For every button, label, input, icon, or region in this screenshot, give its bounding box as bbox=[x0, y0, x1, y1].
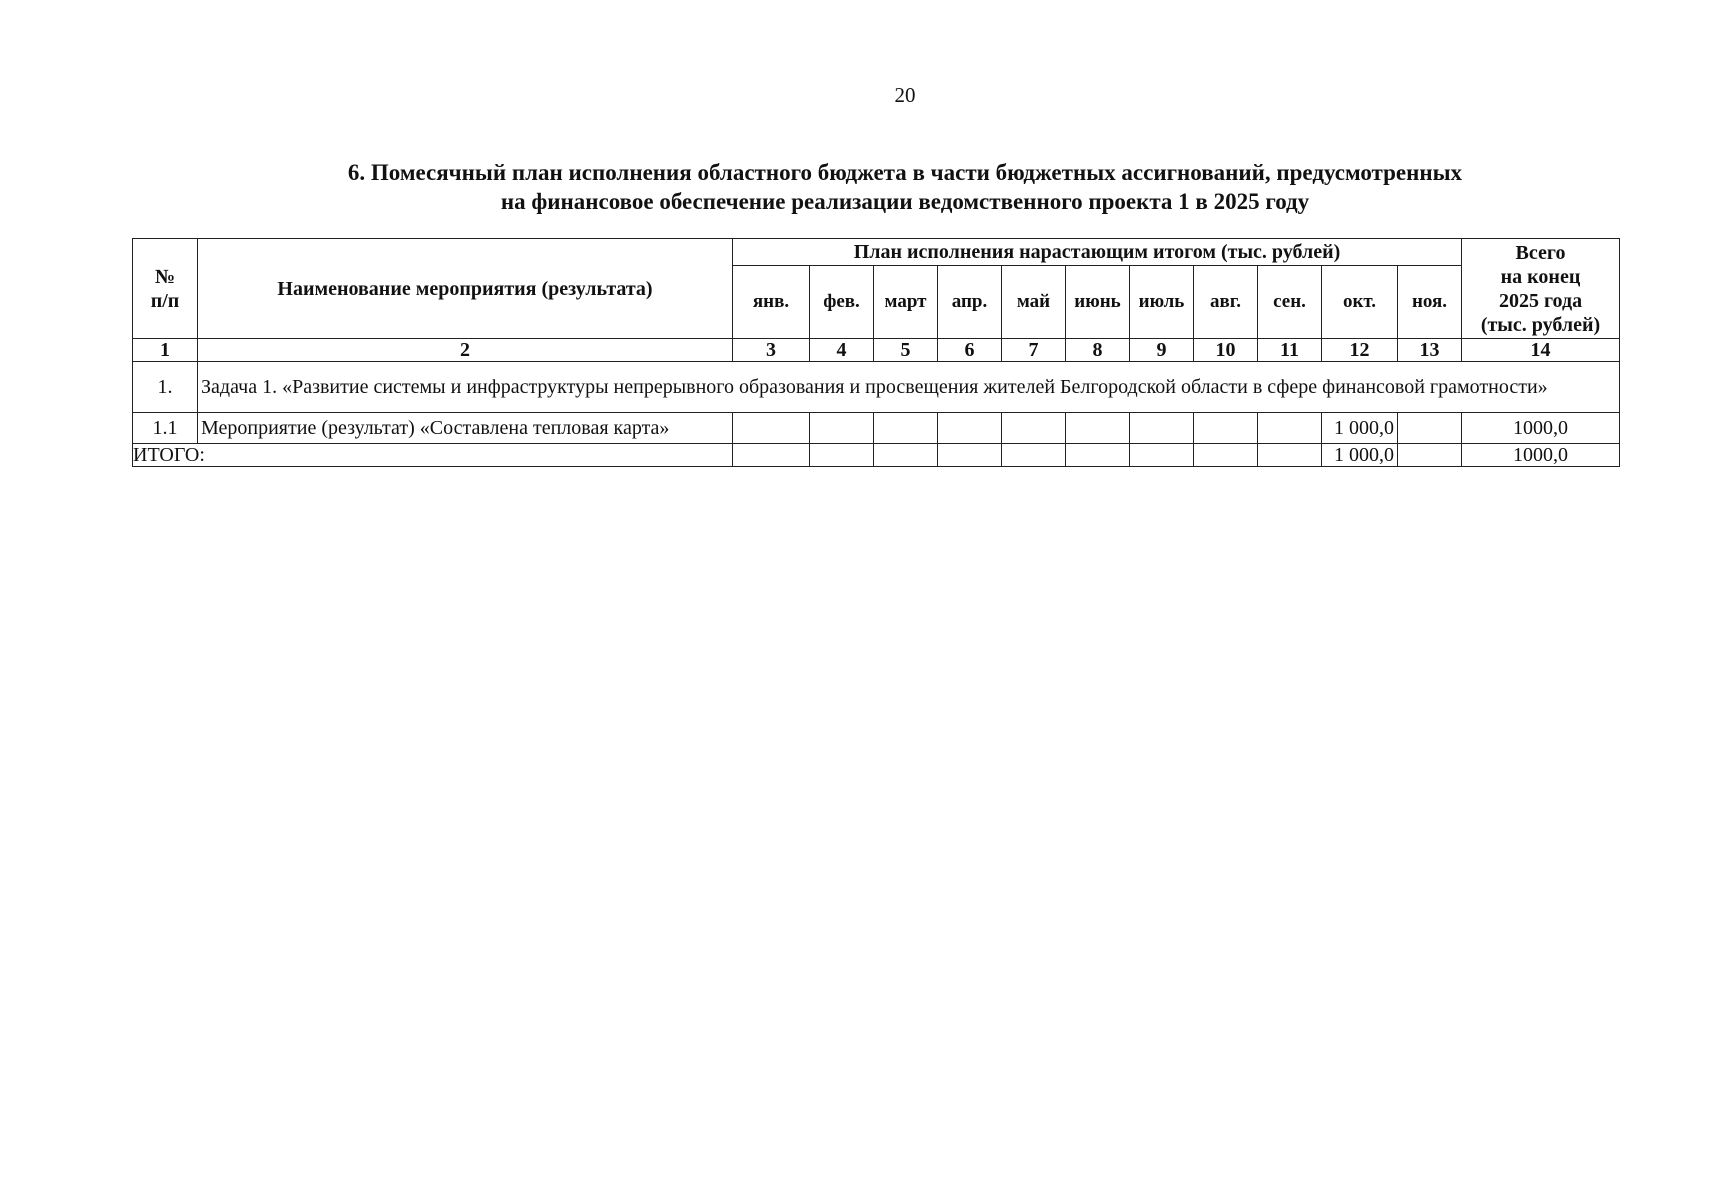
header-month-apr: апр. bbox=[938, 266, 1002, 339]
grand-total-row bbox=[133, 444, 1620, 467]
header-total-line-3: 2025 года bbox=[1498, 289, 1583, 312]
column-number: 14 bbox=[1462, 339, 1620, 362]
item-month-sep bbox=[1258, 413, 1322, 444]
table-row bbox=[133, 413, 1620, 444]
total-month-mar bbox=[874, 444, 938, 467]
header-total-cell bbox=[1462, 239, 1620, 339]
header-month-nov: ноя. bbox=[1398, 266, 1462, 339]
column-number: 9 bbox=[1130, 339, 1194, 362]
grand-total-label: ИТОГО: bbox=[133, 444, 733, 467]
item-month-nov bbox=[1398, 413, 1462, 444]
column-number: 3 bbox=[733, 339, 810, 362]
item-month-mar bbox=[874, 413, 938, 444]
total-month-apr bbox=[938, 444, 1002, 467]
column-number-row bbox=[133, 339, 1620, 362]
header-month-mar: март bbox=[874, 266, 938, 339]
column-number: 8 bbox=[1066, 339, 1130, 362]
header-number-symbol: № bbox=[154, 265, 176, 288]
header-month-jun: июнь bbox=[1066, 266, 1130, 339]
header-month-jan: янв. bbox=[733, 266, 810, 339]
grand-total-value: 1000,0 bbox=[1462, 444, 1620, 467]
header-total-line-1: Всего bbox=[1515, 241, 1566, 264]
item-month-may bbox=[1002, 413, 1066, 444]
header-total-line-4: (тыс. рублей) bbox=[1480, 313, 1601, 336]
item-month-jan bbox=[733, 413, 810, 444]
title-line-2: на финансовое обеспечение реализации ведомственного проекта 1 в 2025 году bbox=[500, 189, 1310, 214]
item-name: Мероприятие (результат) «Составлена тепловая карта» bbox=[198, 413, 733, 444]
item-month-aug bbox=[1194, 413, 1258, 444]
column-number: 11 bbox=[1258, 339, 1322, 362]
item-month-feb bbox=[810, 413, 874, 444]
column-number: 2 bbox=[198, 339, 733, 362]
header-number-abbr: п/п bbox=[150, 289, 180, 312]
task-row bbox=[133, 362, 1620, 413]
column-number: 4 bbox=[810, 339, 874, 362]
item-month-jun bbox=[1066, 413, 1130, 444]
total-month-oct: 1 000,0 bbox=[1322, 444, 1398, 467]
header-number-cell bbox=[133, 239, 198, 339]
column-number: 1 bbox=[133, 339, 198, 362]
header-total-line-2: на конец bbox=[1500, 265, 1581, 288]
item-number: 1.1 bbox=[133, 413, 198, 444]
total-month-feb bbox=[810, 444, 874, 467]
header-month-jul: июль bbox=[1130, 266, 1194, 339]
header-name-cell: Наименование мероприятия (результата) bbox=[198, 239, 733, 339]
header-month-feb: фев. bbox=[810, 266, 874, 339]
column-number: 6 bbox=[938, 339, 1002, 362]
header-month-oct: окт. bbox=[1322, 266, 1398, 339]
total-month-jan bbox=[733, 444, 810, 467]
total-month-aug bbox=[1194, 444, 1258, 467]
total-month-nov bbox=[1398, 444, 1462, 467]
task-description: Задача 1. «Развитие системы и инфраструктуры непрерывного образования и просвещения жителей Белгородской области в сфере финансовой грамотности» bbox=[198, 362, 1620, 413]
total-month-sep bbox=[1258, 444, 1322, 467]
header-month-sep: сен. bbox=[1258, 266, 1322, 339]
budget-plan-table bbox=[132, 238, 1620, 467]
column-number: 7 bbox=[1002, 339, 1066, 362]
item-month-jul bbox=[1130, 413, 1194, 444]
document-title bbox=[0, 158, 1710, 216]
title-line-1: 6. Помесячный план исполнения областного бюджета в части бюджетных ассигнований, предусмотренных bbox=[347, 160, 1463, 185]
header-month-aug: авг. bbox=[1194, 266, 1258, 339]
column-number: 13 bbox=[1398, 339, 1462, 362]
item-month-oct: 1 000,0 bbox=[1322, 413, 1398, 444]
item-total: 1000,0 bbox=[1462, 413, 1620, 444]
header-row-top bbox=[133, 239, 1620, 266]
column-number: 10 bbox=[1194, 339, 1258, 362]
header-plan-group: План исполнения нарастающим итогом (тыс. рублей) bbox=[733, 239, 1462, 266]
column-number: 5 bbox=[874, 339, 938, 362]
task-number: 1. bbox=[133, 362, 198, 413]
page-number: 20 bbox=[894, 83, 916, 107]
header-month-may: май bbox=[1002, 266, 1066, 339]
column-number: 12 bbox=[1322, 339, 1398, 362]
total-month-may bbox=[1002, 444, 1066, 467]
total-month-jul bbox=[1130, 444, 1194, 467]
total-month-jun bbox=[1066, 444, 1130, 467]
item-month-apr bbox=[938, 413, 1002, 444]
